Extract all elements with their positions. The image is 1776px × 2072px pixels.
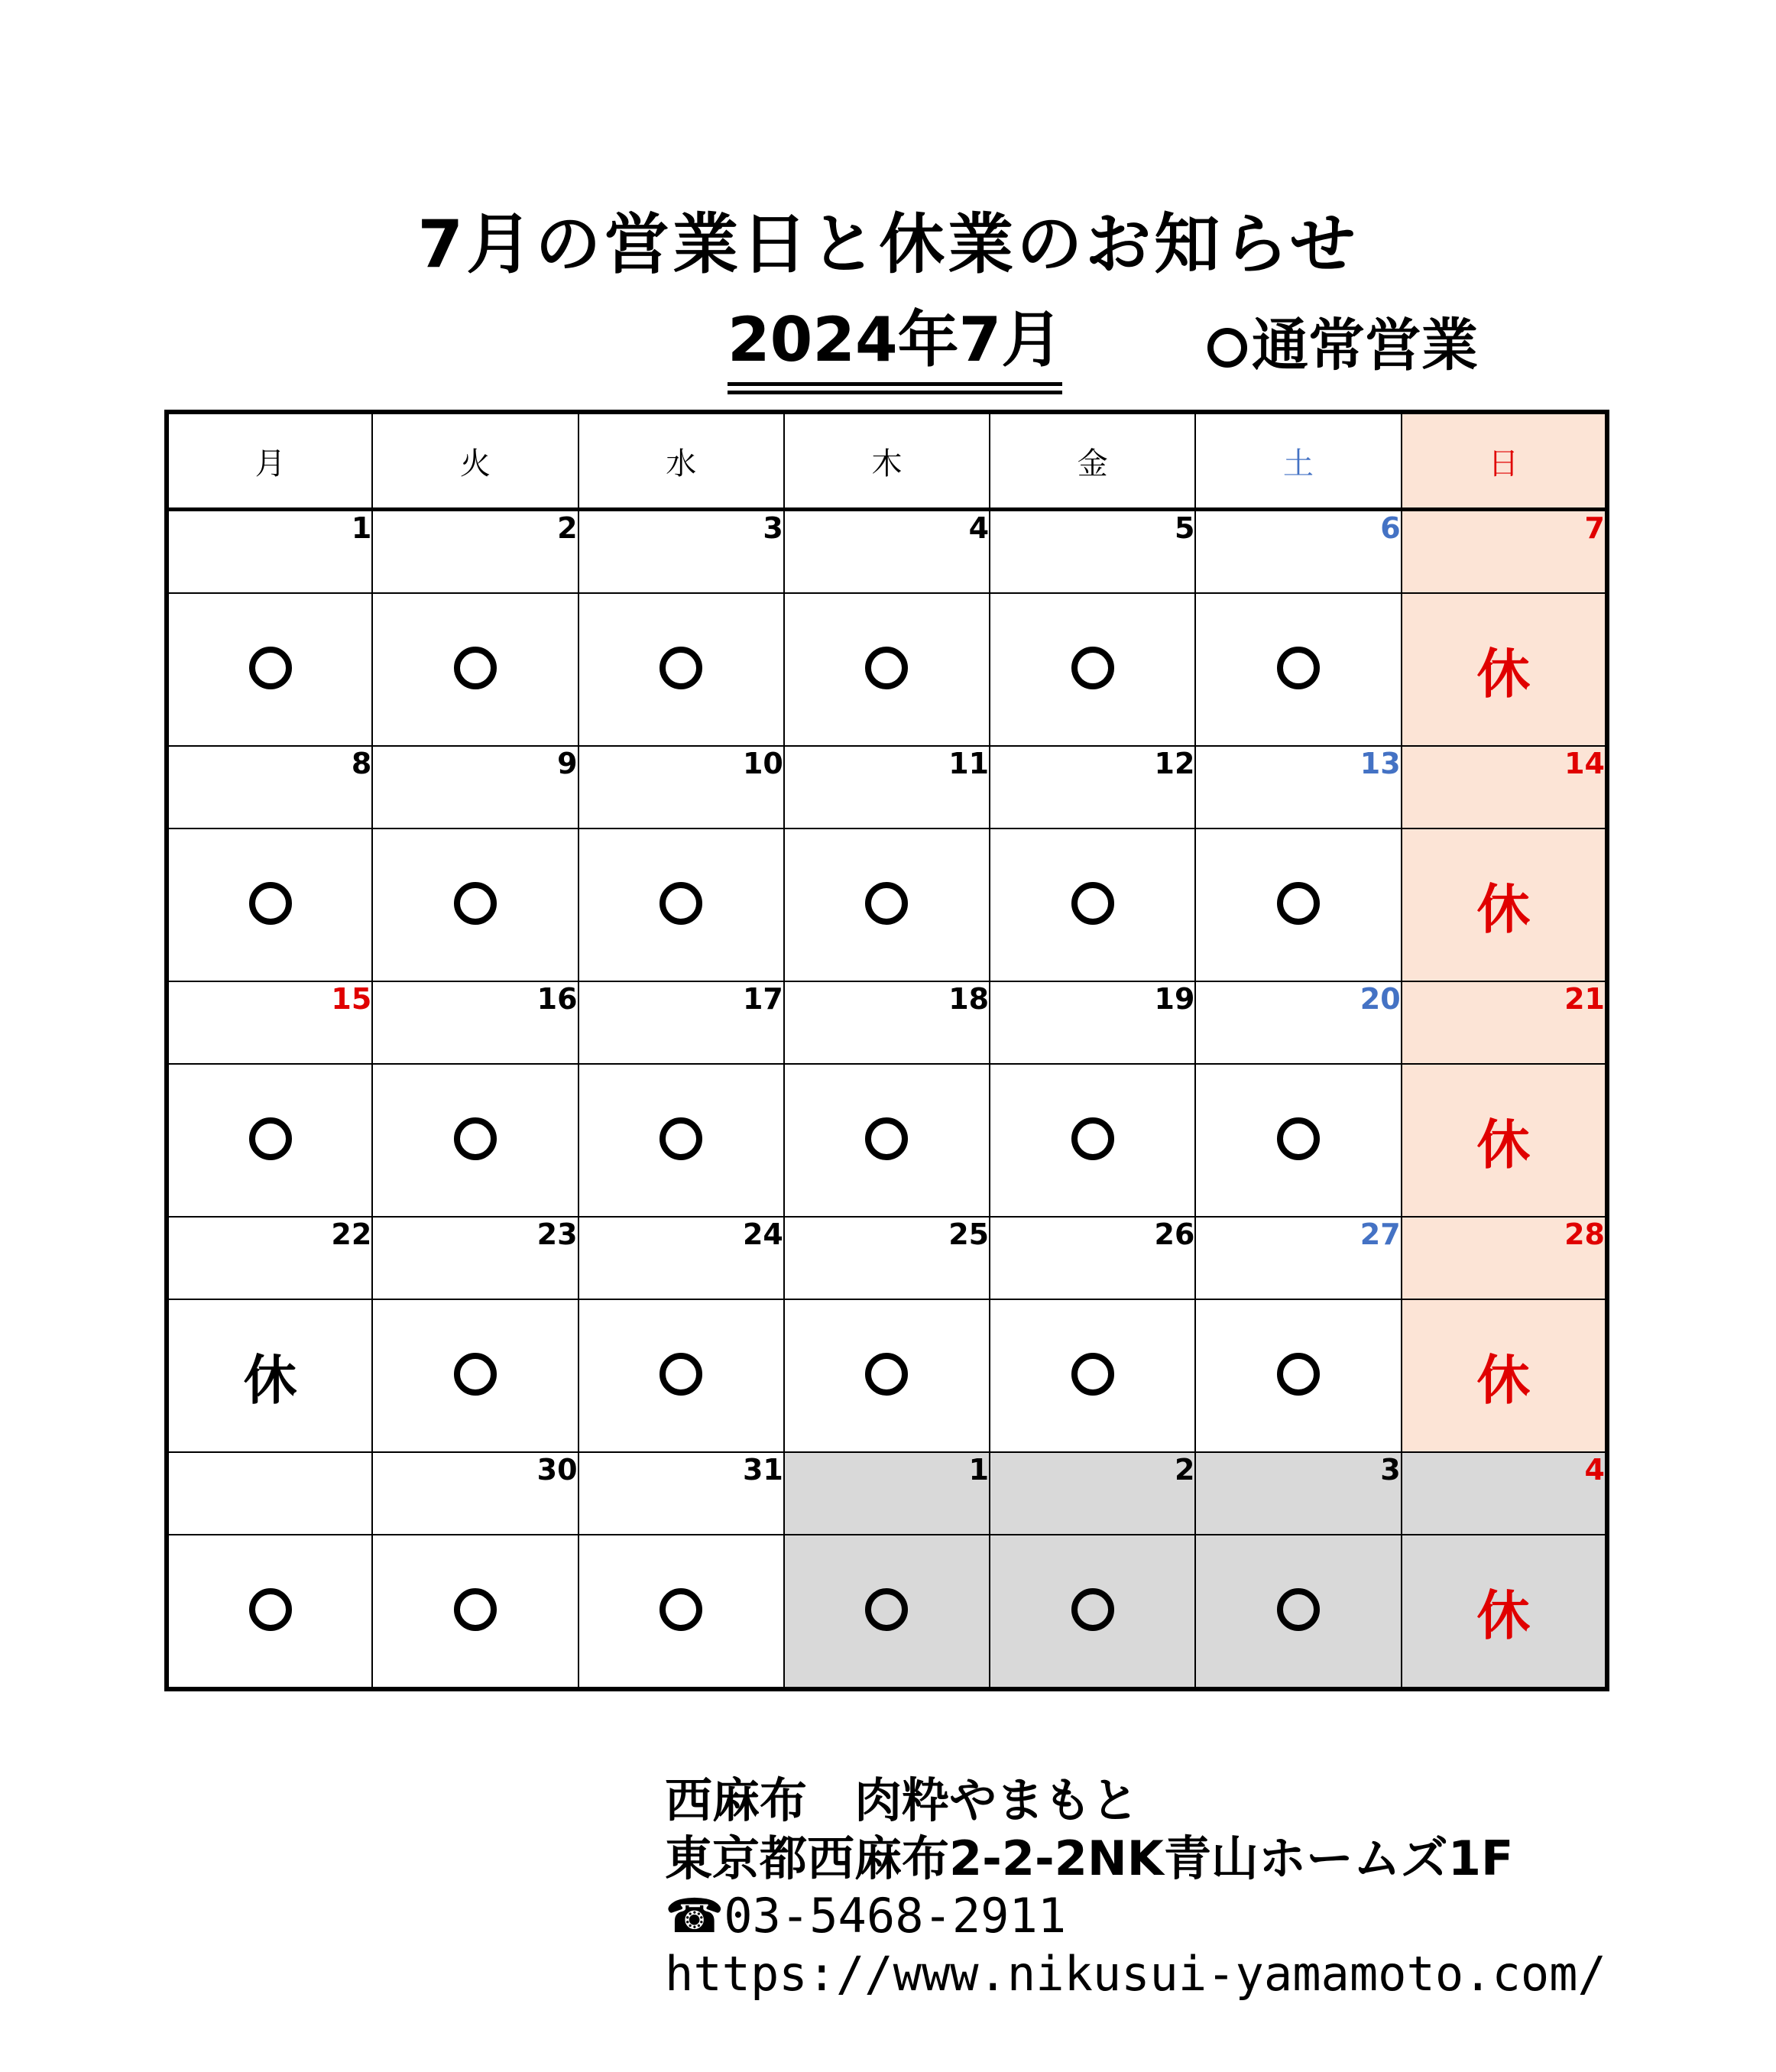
day-status-sun — [1402, 1299, 1607, 1452]
day-number-fri: 5 — [990, 510, 1195, 594]
open-circle-icon — [1277, 1353, 1320, 1396]
day-status-tue — [372, 1064, 578, 1217]
day-status-wed — [578, 1299, 784, 1452]
open-circle-icon — [865, 1588, 908, 1631]
day-number-thu: 18 — [784, 981, 990, 1064]
status-row — [167, 828, 1607, 981]
day-status-mon — [167, 828, 372, 981]
double-underline-top — [728, 382, 1062, 386]
day-number-thu: 25 — [784, 1217, 990, 1299]
day-number-wed: 3 — [578, 510, 784, 594]
calendar-body — [167, 510, 1607, 1690]
day-status-sat — [1195, 593, 1401, 746]
month-label-text: 2024年7月 — [728, 304, 1063, 375]
weekday-tue: 火 — [372, 412, 578, 510]
date-row — [167, 746, 1607, 828]
shop-info — [665, 1772, 1606, 2003]
legend — [1207, 313, 1478, 378]
day-status-fri — [990, 828, 1195, 981]
day-number-sat: 20 — [1195, 981, 1401, 1064]
open-circle-icon — [454, 1117, 497, 1160]
page-title: 7月の営業日と休業のお知らせ — [417, 206, 1359, 283]
day-number-tue: 23 — [372, 1217, 578, 1299]
day-number-fri: 12 — [990, 746, 1195, 828]
day-number-fri: 19 — [990, 981, 1195, 1064]
open-circle-icon — [454, 1588, 497, 1631]
open-circle-icon — [1071, 1353, 1114, 1396]
date-row — [167, 981, 1607, 1064]
shop-phone-line — [665, 1887, 1606, 1945]
shop-address: 東京都西麻布2-2-2NK青山ホームズ1F — [665, 1830, 1514, 1886]
status-row — [167, 593, 1607, 746]
open-circle-icon — [660, 1588, 702, 1631]
day-status-sun — [1402, 828, 1607, 981]
day-status-mon — [167, 1064, 372, 1217]
open-circle-icon — [660, 647, 702, 689]
date-row — [167, 1452, 1607, 1535]
closed-label: 休 — [243, 1348, 297, 1412]
weekday-wed: 水 — [578, 412, 784, 510]
weekday-thu: 木 — [784, 412, 990, 510]
double-underline-bottom — [728, 391, 1062, 394]
day-status-tue — [372, 1535, 578, 1689]
open-circle-icon — [249, 647, 292, 689]
day-number-sat: 13 — [1195, 746, 1401, 828]
day-number-wed: 10 — [578, 746, 784, 828]
weekday-sun: 日 — [1402, 412, 1607, 510]
day-number-sat: 6 — [1195, 510, 1401, 594]
open-circle-icon — [1071, 1117, 1114, 1160]
open-circle-icon — [1071, 1588, 1114, 1631]
open-circle-icon — [865, 882, 908, 925]
day-status-sun — [1402, 1064, 1607, 1217]
status-row — [167, 1064, 1607, 1217]
day-number-mon: 1 — [167, 510, 372, 594]
day-status-wed — [578, 828, 784, 981]
day-status-sun — [1402, 593, 1607, 746]
day-number-fri: 2 — [990, 1452, 1195, 1535]
day-status-wed — [578, 1064, 784, 1217]
open-circle-icon — [865, 1353, 908, 1396]
day-status-thu — [784, 828, 990, 981]
day-status-sat — [1195, 1535, 1401, 1689]
closed-label: 休 — [1476, 877, 1531, 941]
open-circle-icon — [660, 1117, 702, 1160]
day-status-fri — [990, 1064, 1195, 1217]
day-status-thu — [784, 1064, 990, 1217]
day-number-sun: 21 — [1402, 981, 1607, 1064]
day-number-thu: 4 — [784, 510, 990, 594]
day-number-sun: 4 — [1402, 1452, 1607, 1535]
open-circle-icon — [1277, 882, 1320, 925]
day-number-thu: 11 — [784, 746, 990, 828]
open-circle-icon — [660, 882, 702, 925]
day-status-tue — [372, 828, 578, 981]
day-number-tue: 30 — [372, 1452, 578, 1535]
day-status-wed — [578, 593, 784, 746]
day-number-mon — [167, 1452, 372, 1535]
day-number-wed: 17 — [578, 981, 784, 1064]
weekday-header-row — [167, 412, 1607, 510]
open-circle-icon — [454, 882, 497, 925]
day-number-sat: 27 — [1195, 1217, 1401, 1299]
weekday-mon: 月 — [167, 412, 372, 510]
circle-icon — [1207, 328, 1247, 368]
day-number-thu: 1 — [784, 1452, 990, 1535]
open-circle-icon — [249, 882, 292, 925]
open-circle-icon — [1277, 1117, 1320, 1160]
closed-label: 休 — [1476, 1113, 1531, 1176]
shop-phone: 03-5468-2911 — [724, 1888, 1067, 1944]
phone-icon: ☎ — [665, 1888, 724, 1944]
day-status-tue — [372, 1299, 578, 1452]
day-number-fri: 26 — [990, 1217, 1195, 1299]
day-status-thu — [784, 1535, 990, 1689]
open-circle-icon — [454, 1353, 497, 1396]
closed-label: 休 — [1476, 642, 1531, 705]
open-circle-icon — [1071, 882, 1114, 925]
open-circle-icon — [1071, 647, 1114, 689]
open-circle-icon — [249, 1117, 292, 1160]
day-number-mon: 15 — [167, 981, 372, 1064]
day-status-sun — [1402, 1535, 1607, 1689]
day-number-mon: 22 — [167, 1217, 372, 1299]
legend-label: 通常営業 — [1252, 313, 1478, 378]
day-number-sun: 28 — [1402, 1217, 1607, 1299]
day-status-mon — [167, 1299, 372, 1452]
day-number-sun: 7 — [1402, 510, 1607, 594]
date-row — [167, 1217, 1607, 1299]
open-circle-icon — [865, 1117, 908, 1160]
weekday-fri: 金 — [990, 412, 1195, 510]
month-label — [728, 304, 1063, 375]
day-status-tue — [372, 593, 578, 746]
day-status-mon — [167, 1535, 372, 1689]
open-circle-icon — [454, 647, 497, 689]
open-circle-icon — [1277, 1588, 1320, 1631]
day-status-sat — [1195, 1299, 1401, 1452]
closed-label: 休 — [1476, 1584, 1531, 1647]
open-circle-icon — [249, 1588, 292, 1631]
day-number-wed: 31 — [578, 1452, 784, 1535]
day-number-wed: 24 — [578, 1217, 784, 1299]
day-number-tue: 16 — [372, 981, 578, 1064]
open-circle-icon — [865, 647, 908, 689]
calendar-table — [164, 410, 1609, 1691]
day-number-sat: 3 — [1195, 1452, 1401, 1535]
day-status-wed — [578, 1535, 784, 1689]
open-circle-icon — [1277, 647, 1320, 689]
day-number-sun: 14 — [1402, 746, 1607, 828]
day-status-fri — [990, 593, 1195, 746]
day-number-mon: 8 — [167, 746, 372, 828]
weekday-sat: 土 — [1195, 412, 1401, 510]
day-status-fri — [990, 1299, 1195, 1452]
day-status-sat — [1195, 828, 1401, 981]
open-circle-icon — [660, 1353, 702, 1396]
day-status-thu — [784, 593, 990, 746]
day-status-sat — [1195, 1064, 1401, 1217]
day-number-tue: 9 — [372, 746, 578, 828]
day-status-thu — [784, 1299, 990, 1452]
date-row — [167, 510, 1607, 594]
shop-name: 西麻布 肉粋やまもと — [665, 1772, 1139, 1828]
day-number-tue: 2 — [372, 510, 578, 594]
status-row — [167, 1299, 1607, 1452]
status-row — [167, 1535, 1607, 1689]
shop-url: https://www.nikusui-yamamoto.com/ — [665, 1945, 1606, 2002]
day-status-fri — [990, 1535, 1195, 1689]
day-status-mon — [167, 593, 372, 746]
closed-label: 休 — [1476, 1348, 1531, 1412]
